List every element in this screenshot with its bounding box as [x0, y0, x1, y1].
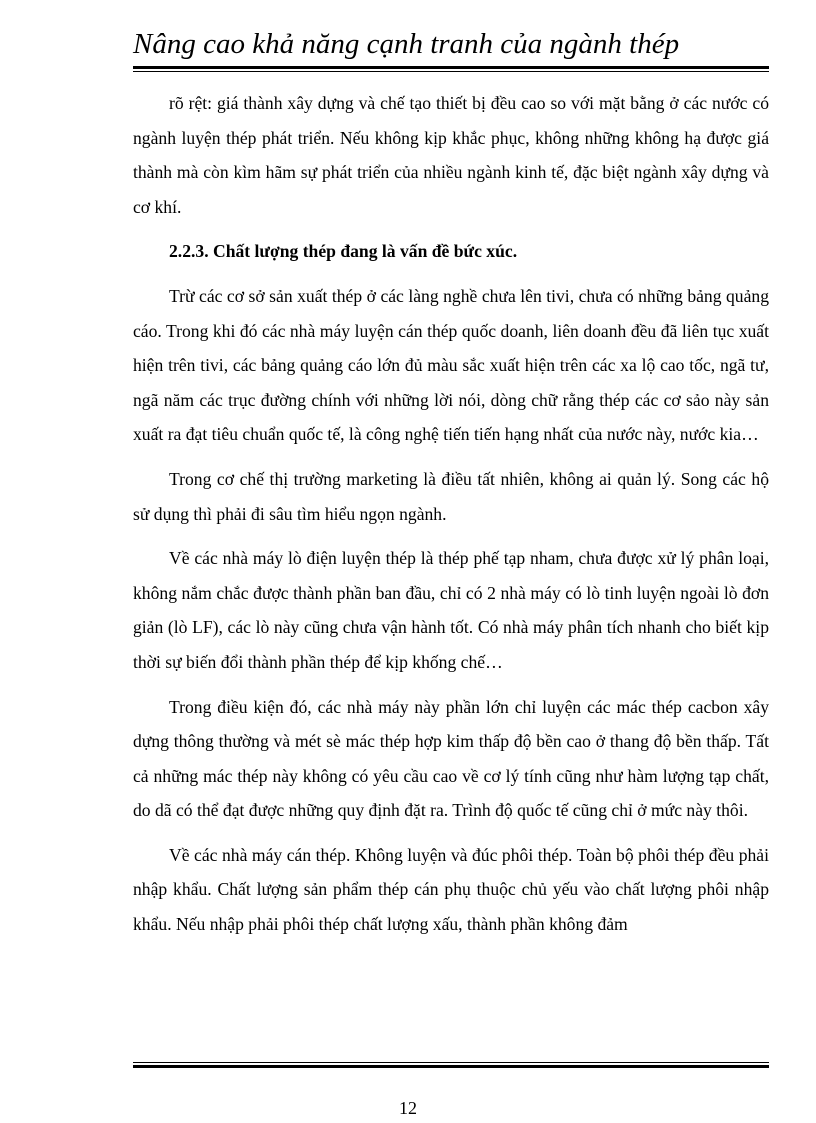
page-number: 12 [399, 1098, 417, 1118]
body-paragraph: rõ rệt: giá thành xây dựng và chế tạo thiết bị đều cao so với mặt bằng ở các nước có ngành luyện thép phát triển. Nếu không kịp khắc phục, không những không hạ được giá thành mà còn kìm hãm sự phát triển của nhiều ngành kinh tế, đặc biệt ngành xây dựng và cơ khí. [133, 93, 769, 217]
body-paragraph: Về các nhà máy lò điện luyện thép là thép phế tạp nham, chưa được xử lý phân loại, không nắm chắc được thành phần ban đầu, chỉ có 2 nhà máy có lò tinh luyện ngoài lò đơn giản (lò LF), các lò này cũng chưa vận hành tốt. Có nhà máy phân tích nhanh cho biết kịp thời sự biến đổi thành phần thép để kịp khống chế… [133, 548, 769, 672]
body-paragraph: Trừ các cơ sở sản xuất thép ở các làng nghề chưa lên tivi, chưa có những bảng quảng cáo. Trong khi đó các nhà máy luyện cán thép quốc doanh, liên doanh đều đã liên tục xuất hiện trên tivi, các bảng quảng cáo lớn đủ màu sắc xuất hiện trên các xa lộ cao tốc, ngã tư, ngã năm các trục đường chính với những lời nói, dòng chữ rằng thép các cơ sảo này sản xuất ra đạt tiêu chuẩn quốc tế, là công nghệ tiến tiến hạng nhất của nước này, nước kia… [133, 285, 769, 445]
document-body [133, 86, 769, 952]
body-paragraph: Trong điều kiện đó, các nhà máy này phần lớn chỉ luyện các mác thép cacbon xây dựng thông thường và mét sè mác thép hợp kim thấp độ bền cao ở thang độ bền thấp. Tất cả những mác thép này không có yêu cầu cao về cơ lý tính cũng như hàm lượng tạp chất, do dã có thể đạt được những quy định đặt ra. Trình độ quốc tế cũng chỉ ở mức này thôi. [133, 696, 769, 821]
page-header-title: Nâng cao khả năng cạnh tranh của ngành thép [133, 28, 680, 60]
header-rule [133, 66, 769, 72]
footer-rule [133, 1062, 769, 1068]
body-paragraph: Về các nhà máy cán thép. Không luyện và đúc phôi thép. Toàn bộ phôi thép đều phải nhập khẩu. Chất lượng sản phẩm thép cán phụ thuộc chủ yếu vào chất lượng phôi nhập khẩu. Nếu nhập phải phôi thép chất lượng xấu, thành phần không đảm [133, 844, 769, 935]
section-heading: 2.2.3. Chất lượng thép đang là vấn đề bức xúc. [169, 241, 518, 262]
body-paragraph: Trong cơ chế thị trường marketing là điều tất nhiên, không ai quản lý. Song các hộ sử dụng thì phải đi sâu tìm hiểu ngọn ngành. [133, 468, 769, 524]
